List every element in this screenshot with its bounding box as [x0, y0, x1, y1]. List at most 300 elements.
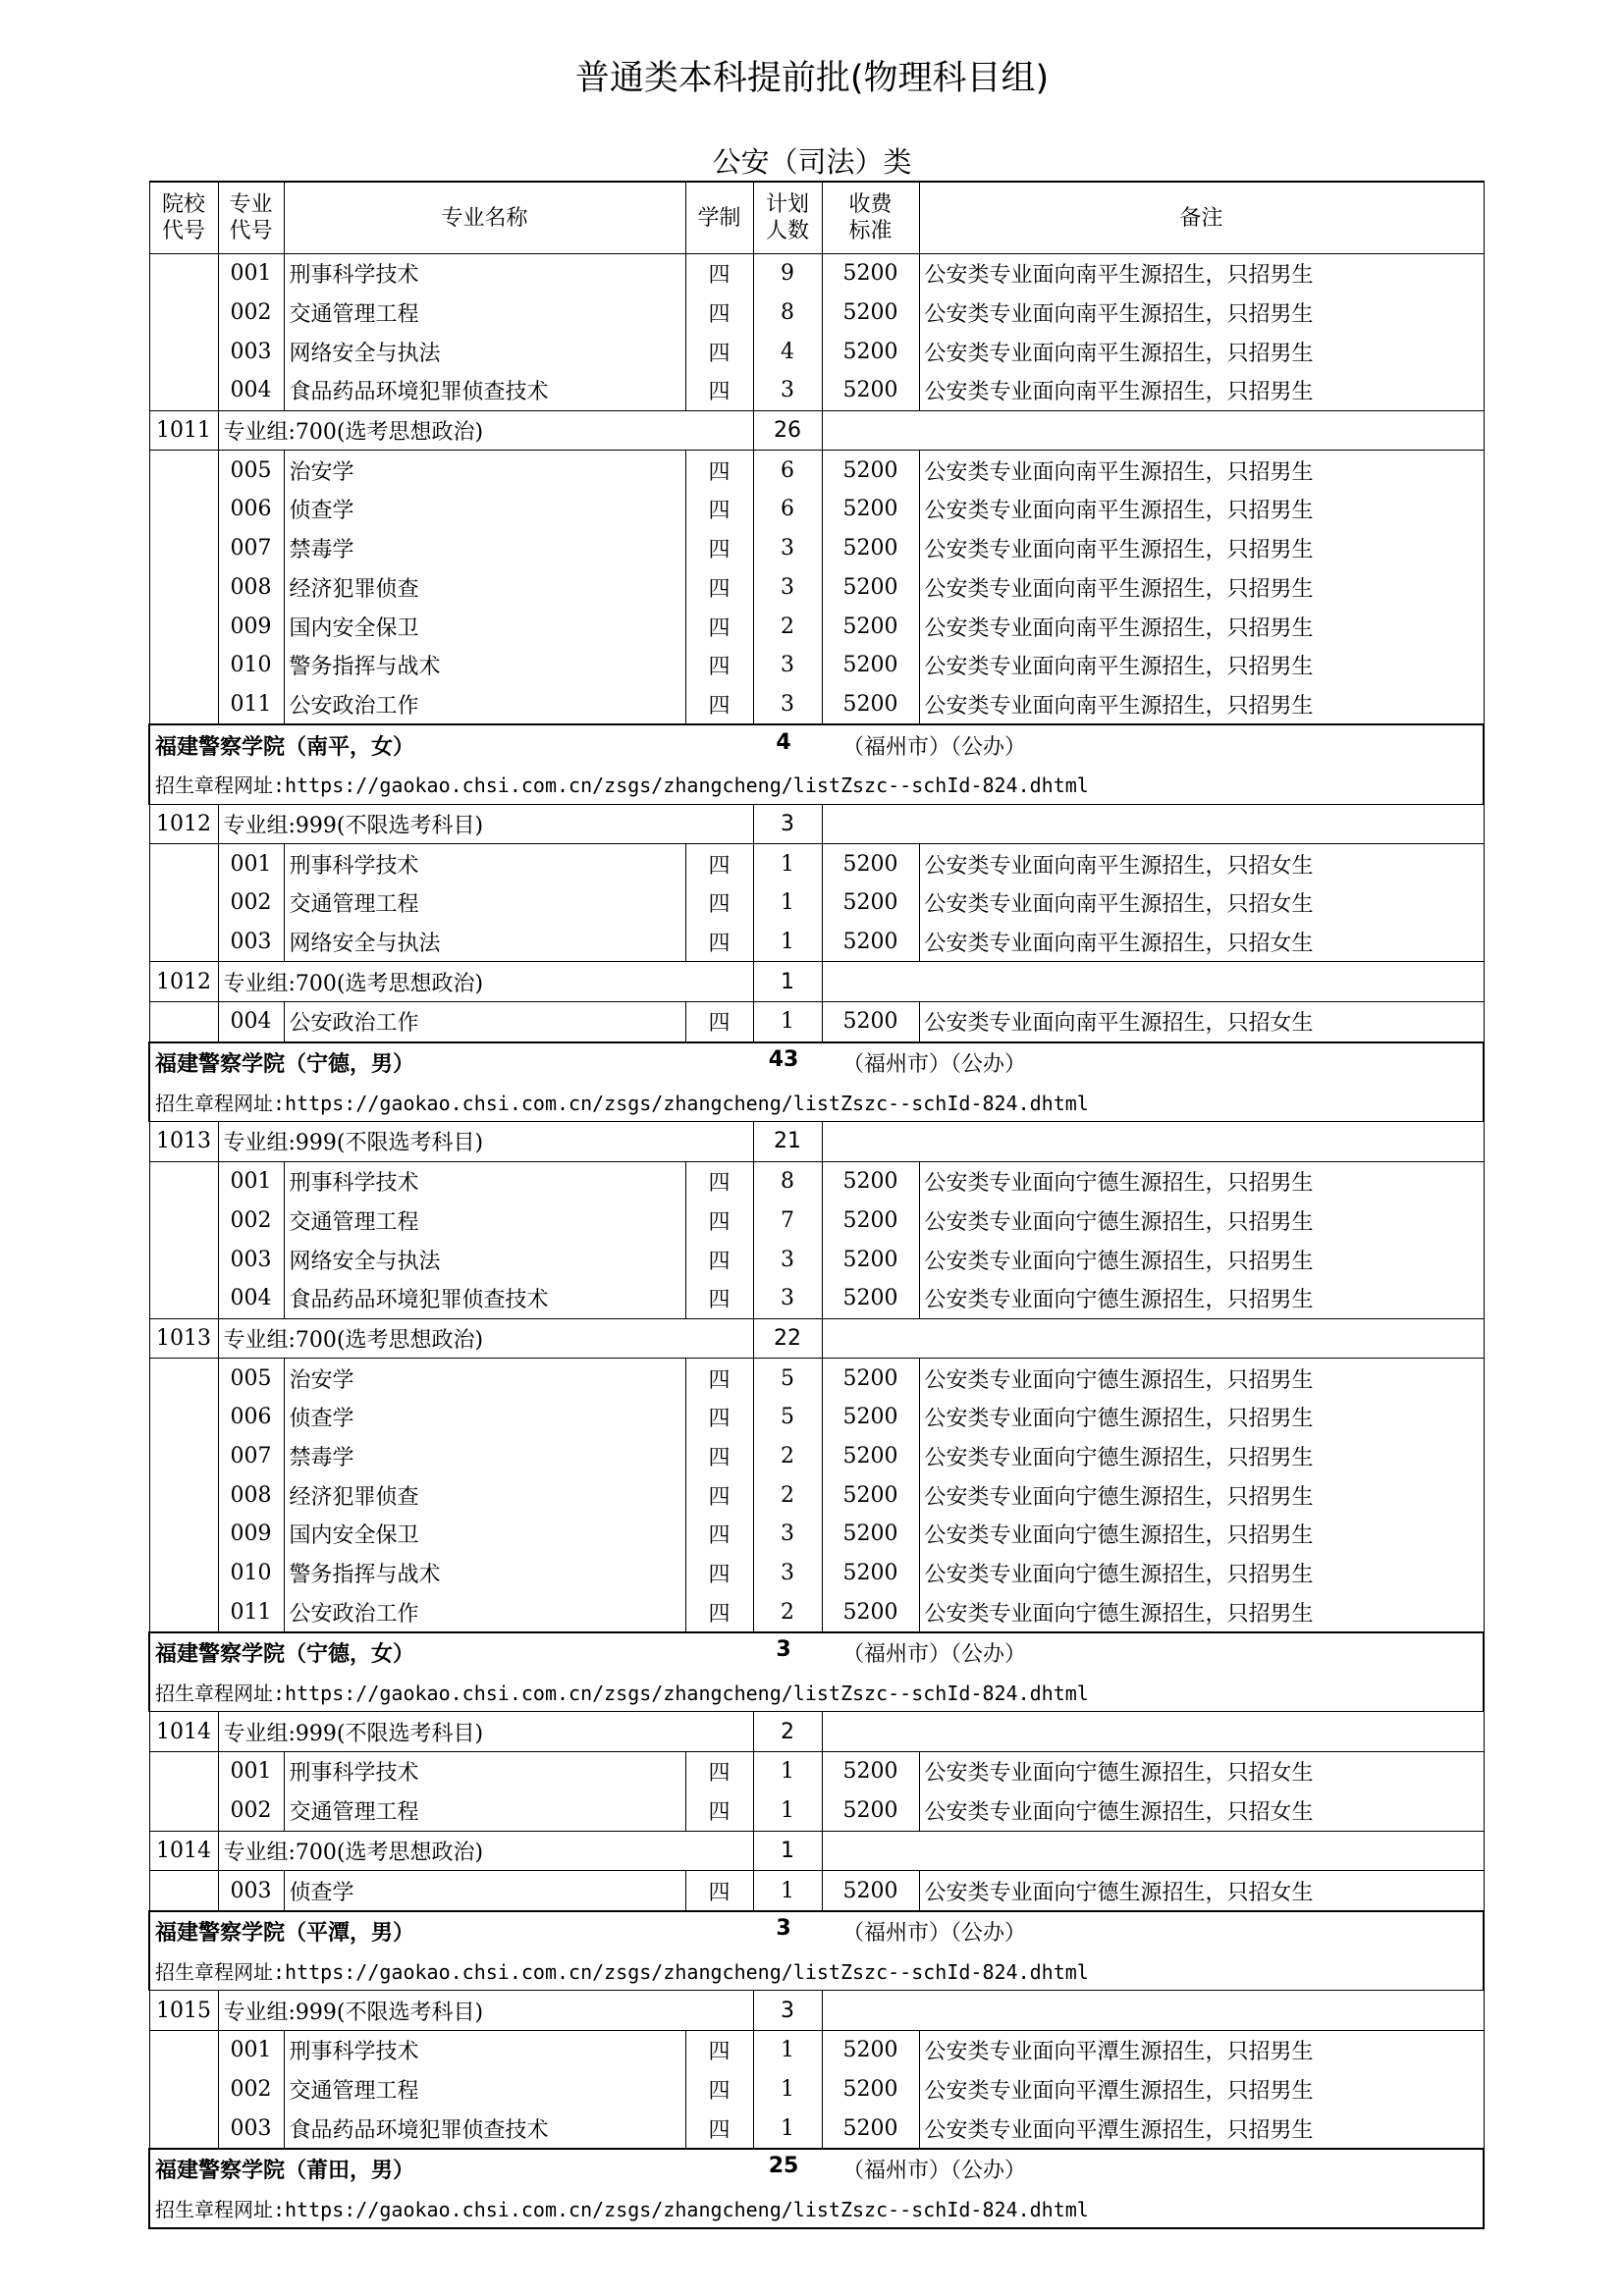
major-years: 四 [685, 685, 753, 725]
major-code: 007 [218, 529, 284, 568]
group-empty [822, 1991, 1484, 2031]
major-code: 008 [218, 1475, 284, 1515]
major-code: 001 [218, 254, 284, 294]
school-code-cell [149, 1752, 218, 1791]
major-name: 食品药品环境犯罪侦查技术 [284, 2109, 685, 2149]
major-remark: 公安类专业面向南平生源招生，只招女生 [919, 923, 1484, 962]
major-name: 治安学 [284, 1359, 685, 1398]
group-school-code: 1012 [149, 804, 218, 844]
group-name: 专业组:999(不限选考科目) [218, 1122, 753, 1162]
group-row [149, 804, 1484, 844]
table-row [149, 2109, 1484, 2149]
major-years: 四 [685, 607, 753, 646]
major-remark: 公安类专业面向南平生源招生，只招男生 [919, 451, 1484, 490]
major-years: 四 [685, 844, 753, 883]
major-years: 四 [685, 923, 753, 962]
major-fee: 5200 [822, 1240, 919, 1279]
major-name: 网络安全与执法 [284, 923, 685, 962]
school-code-cell [149, 451, 218, 490]
major-fee: 5200 [822, 2109, 919, 2149]
school-code-cell [149, 1592, 218, 1632]
major-remark: 公安类专业面向宁德生源招生，只招男生 [919, 1359, 1484, 1398]
school-name: 福建警察学院（莆田，男） [155, 2159, 415, 2184]
major-code: 003 [218, 1240, 284, 1279]
section-title: 公安（司法）类 [712, 145, 912, 179]
major-plan: 1 [753, 2070, 822, 2109]
major-code: 002 [218, 294, 284, 333]
major-name: 国内安全保卫 [284, 607, 685, 646]
major-name: 公安政治工作 [284, 1592, 685, 1632]
group-name: 专业组:700(选考思想政治) [218, 410, 753, 451]
table-row [149, 490, 1484, 529]
group-plan: 1 [753, 962, 822, 1002]
school-code-cell [149, 1398, 218, 1437]
major-years: 四 [685, 1002, 753, 1042]
school-info: （福州市）（公办） [842, 1052, 1027, 1078]
school-plan: 3 [776, 1637, 791, 1663]
school-code-cell [149, 2109, 218, 2149]
table-row [149, 1752, 1484, 1791]
major-fee: 5200 [822, 294, 919, 333]
major-name: 刑事科学技术 [284, 844, 685, 883]
school-info: （福州市）（公办） [842, 1642, 1027, 1668]
school-code-cell [149, 294, 218, 333]
table-header [149, 182, 1484, 254]
school-code-cell [149, 1002, 218, 1042]
table-row [149, 294, 1484, 333]
table-row [149, 607, 1484, 646]
major-name: 禁毒学 [284, 529, 685, 568]
major-fee: 5200 [822, 451, 919, 490]
charter-url-row [149, 1951, 1484, 1991]
group-name: 专业组:700(选考思想政治) [218, 1318, 753, 1359]
charter-url: 招生章程网址:https://gaokao.chsi.com.cn/zsgs/zhangcheng/listZszc--schId-824.dhtml [149, 1673, 1484, 1712]
major-remark: 公安类专业面向南平生源招生，只招男生 [919, 529, 1484, 568]
major-code: 008 [218, 568, 284, 608]
table-row [149, 1201, 1484, 1241]
major-name: 警务指挥与战术 [284, 646, 685, 685]
school-plan: 3 [776, 1916, 791, 1942]
major-years: 四 [685, 2070, 753, 2109]
school-row-cell [149, 1911, 1484, 1951]
school-name: 福建警察学院（宁德，男） [155, 1052, 415, 1078]
major-years: 四 [685, 254, 753, 294]
major-name: 交通管理工程 [284, 883, 685, 923]
school-code-cell [149, 332, 218, 371]
school-code-cell [149, 1359, 218, 1398]
major-name: 网络安全与执法 [284, 332, 685, 371]
school-code-cell [149, 568, 218, 608]
table-row [149, 1002, 1484, 1042]
major-fee: 5200 [822, 883, 919, 923]
school-code-cell [149, 1791, 218, 1831]
charter-url-row [149, 2189, 1484, 2229]
major-code: 010 [218, 1554, 284, 1593]
major-code: 003 [218, 1871, 284, 1911]
group-name: 专业组:999(不限选考科目) [218, 1991, 753, 2031]
major-fee: 5200 [822, 1002, 919, 1042]
major-remark: 公安类专业面向平潭生源招生，只招男生 [919, 2030, 1484, 2069]
group-empty [822, 804, 1484, 844]
major-code: 003 [218, 923, 284, 962]
major-plan: 3 [753, 1515, 822, 1554]
major-remark: 公安类专业面向南平生源招生，只招女生 [919, 1002, 1484, 1042]
major-fee: 5200 [822, 1752, 919, 1791]
major-plan: 1 [753, 2109, 822, 2149]
major-remark: 公安类专业面向南平生源招生，只招男生 [919, 568, 1484, 608]
major-years: 四 [685, 529, 753, 568]
group-school-code: 1014 [149, 1712, 218, 1752]
school-code-cell [149, 1201, 218, 1241]
school-row [149, 1042, 1484, 1083]
school-code-cell [149, 1240, 218, 1279]
school-code-cell [149, 371, 218, 410]
header-major-code: 专业 代号 [218, 182, 284, 254]
major-code: 003 [218, 2109, 284, 2149]
major-name: 侦查学 [284, 1871, 685, 1911]
major-plan: 1 [753, 1002, 822, 1042]
school-row-cell [149, 1042, 1484, 1083]
school-row [149, 2149, 1484, 2189]
major-years: 四 [685, 1515, 753, 1554]
major-name: 警务指挥与战术 [284, 1554, 685, 1593]
major-fee: 5200 [822, 607, 919, 646]
major-fee: 5200 [822, 2070, 919, 2109]
school-code-cell [149, 1475, 218, 1515]
group-row [149, 1712, 1484, 1752]
major-years: 四 [685, 1437, 753, 1476]
major-years: 四 [685, 294, 753, 333]
major-name: 经济犯罪侦查 [284, 1475, 685, 1515]
table-row [149, 2030, 1484, 2069]
table-row [149, 844, 1484, 883]
major-years: 四 [685, 1398, 753, 1437]
major-remark: 公安类专业面向南平生源招生，只招女生 [919, 883, 1484, 923]
major-fee: 5200 [822, 1161, 919, 1201]
school-code-cell [149, 685, 218, 725]
group-plan: 2 [753, 1712, 822, 1752]
major-name: 侦查学 [284, 1398, 685, 1437]
major-plan: 3 [753, 646, 822, 685]
admission-plan-table [148, 181, 1485, 2229]
major-plan: 7 [753, 1201, 822, 1241]
major-code: 007 [218, 1437, 284, 1476]
major-remark: 公安类专业面向南平生源招生，只招男生 [919, 294, 1484, 333]
major-name: 食品药品环境犯罪侦查技术 [284, 371, 685, 410]
major-years: 四 [685, 1279, 753, 1318]
major-fee: 5200 [822, 332, 919, 371]
major-remark: 公安类专业面向南平生源招生，只招男生 [919, 332, 1484, 371]
school-row [149, 1911, 1484, 1951]
major-years: 四 [685, 1359, 753, 1398]
table-row [149, 685, 1484, 725]
table-row [149, 1475, 1484, 1515]
group-name: 专业组:700(选考思想政治) [218, 962, 753, 1002]
school-code-cell [149, 1437, 218, 1476]
major-plan: 1 [753, 844, 822, 883]
major-plan: 6 [753, 451, 822, 490]
major-remark: 公安类专业面向宁德生源招生，只招男生 [919, 1240, 1484, 1279]
major-fee: 5200 [822, 490, 919, 529]
major-fee: 5200 [822, 1398, 919, 1437]
major-plan: 3 [753, 568, 822, 608]
major-code: 006 [218, 490, 284, 529]
group-row [149, 1991, 1484, 2031]
major-code: 005 [218, 1359, 284, 1398]
table-row [149, 1398, 1484, 1437]
major-fee: 5200 [822, 646, 919, 685]
major-name: 交通管理工程 [284, 1201, 685, 1241]
school-name: 福建警察学院（南平，女） [155, 734, 415, 760]
group-row [149, 1318, 1484, 1359]
major-fee: 5200 [822, 1592, 919, 1632]
major-fee: 5200 [822, 371, 919, 410]
major-plan: 1 [753, 923, 822, 962]
major-name: 禁毒学 [284, 1437, 685, 1476]
major-fee: 5200 [822, 1791, 919, 1831]
school-plan: 25 [768, 2154, 799, 2179]
major-code: 001 [218, 1161, 284, 1201]
major-remark: 公安类专业面向宁德生源招生，只招男生 [919, 1161, 1484, 1201]
group-school-code: 1013 [149, 1318, 218, 1359]
major-name: 刑事科学技术 [284, 1161, 685, 1201]
school-name: 福建警察学院（平潭，男） [155, 1921, 415, 1947]
group-empty [822, 1712, 1484, 1752]
major-remark: 公安类专业面向南平生源招生，只招男生 [919, 490, 1484, 529]
major-fee: 5200 [822, 923, 919, 962]
major-plan: 1 [753, 2030, 822, 2069]
major-years: 四 [685, 1201, 753, 1241]
major-plan: 3 [753, 1240, 822, 1279]
table-row [149, 332, 1484, 371]
table-row [149, 883, 1484, 923]
group-name: 专业组:999(不限选考科目) [218, 1712, 753, 1752]
table-row [149, 1359, 1484, 1398]
major-fee: 5200 [822, 1515, 919, 1554]
major-fee: 5200 [822, 1279, 919, 1318]
major-plan: 3 [753, 371, 822, 410]
header-major-name: 专业名称 [284, 182, 685, 254]
school-row [149, 724, 1484, 765]
major-years: 四 [685, 1871, 753, 1911]
major-years: 四 [685, 1161, 753, 1201]
major-name: 交通管理工程 [284, 2070, 685, 2109]
group-school-code: 1013 [149, 1122, 218, 1162]
major-plan: 2 [753, 1437, 822, 1476]
major-plan: 6 [753, 490, 822, 529]
major-plan: 1 [753, 1871, 822, 1911]
group-empty [822, 1318, 1484, 1359]
group-row [149, 962, 1484, 1002]
major-code: 010 [218, 646, 284, 685]
group-plan: 1 [753, 1831, 822, 1871]
table-row [149, 529, 1484, 568]
school-info: （福州市）（公办） [842, 734, 1027, 760]
major-name: 网络安全与执法 [284, 1240, 685, 1279]
major-name: 公安政治工作 [284, 1002, 685, 1042]
school-plan: 4 [776, 729, 791, 755]
charter-url: 招生章程网址:https://gaokao.chsi.com.cn/zsgs/zhangcheng/listZszc--schId-824.dhtml [149, 765, 1484, 804]
major-fee: 5200 [822, 254, 919, 294]
major-fee: 5200 [822, 529, 919, 568]
major-remark: 公安类专业面向南平生源招生，只招男生 [919, 646, 1484, 685]
major-name: 刑事科学技术 [284, 2030, 685, 2069]
major-name: 刑事科学技术 [284, 254, 685, 294]
table-row [149, 254, 1484, 294]
table-row [149, 1437, 1484, 1476]
major-code: 002 [218, 1791, 284, 1831]
header-remarks: 备注 [919, 182, 1484, 254]
header-years: 学制 [685, 182, 753, 254]
major-name: 食品药品环境犯罪侦查技术 [284, 1279, 685, 1318]
major-years: 四 [685, 2109, 753, 2149]
school-name: 福建警察学院（宁德，女） [155, 1642, 415, 1668]
school-code-cell [149, 607, 218, 646]
major-name: 侦查学 [284, 490, 685, 529]
major-code: 011 [218, 1592, 284, 1632]
major-years: 四 [685, 646, 753, 685]
school-row-cell [149, 2149, 1484, 2189]
major-plan: 3 [753, 1554, 822, 1593]
major-fee: 5200 [822, 844, 919, 883]
header-plan: 计划 人数 [753, 182, 822, 254]
school-code-cell [149, 1554, 218, 1593]
charter-url-row [149, 1673, 1484, 1712]
major-code: 002 [218, 883, 284, 923]
table-row [149, 1871, 1484, 1911]
major-code: 009 [218, 607, 284, 646]
major-code: 001 [218, 1752, 284, 1791]
major-remark: 公安类专业面向平潭生源招生，只招男生 [919, 2109, 1484, 2149]
major-years: 四 [685, 371, 753, 410]
school-code-cell [149, 646, 218, 685]
major-plan: 8 [753, 294, 822, 333]
table-row [149, 1515, 1484, 1554]
group-row [149, 410, 1484, 451]
group-school-code: 1012 [149, 962, 218, 1002]
table-row [149, 1592, 1484, 1632]
major-name: 治安学 [284, 451, 685, 490]
major-years: 四 [685, 2030, 753, 2069]
school-code-cell [149, 254, 218, 294]
major-name: 交通管理工程 [284, 1791, 685, 1831]
table-row [149, 1554, 1484, 1593]
major-code: 006 [218, 1398, 284, 1437]
major-plan: 1 [753, 1791, 822, 1831]
major-plan: 8 [753, 1161, 822, 1201]
group-empty [822, 410, 1484, 451]
major-plan: 3 [753, 1279, 822, 1318]
major-remark: 公安类专业面向南平生源招生，只招男生 [919, 254, 1484, 294]
major-remark: 公安类专业面向平潭生源招生，只招男生 [919, 2070, 1484, 2109]
group-plan: 3 [753, 804, 822, 844]
group-plan: 3 [753, 1991, 822, 2031]
school-code-cell [149, 1161, 218, 1201]
school-code-cell [149, 2030, 218, 2069]
major-remark: 公安类专业面向宁德生源招生，只招女生 [919, 1871, 1484, 1911]
charter-url-row [149, 765, 1484, 804]
major-remark: 公安类专业面向南平生源招生，只招男生 [919, 685, 1484, 725]
school-row-cell [149, 724, 1484, 765]
group-plan: 21 [753, 1122, 822, 1162]
major-name: 国内安全保卫 [284, 1515, 685, 1554]
major-remark: 公安类专业面向宁德生源招生，只招男生 [919, 1398, 1484, 1437]
school-info: （福州市）（公办） [842, 1921, 1027, 1947]
major-fee: 5200 [822, 568, 919, 608]
major-years: 四 [685, 1475, 753, 1515]
major-name: 交通管理工程 [284, 294, 685, 333]
major-fee: 5200 [822, 685, 919, 725]
school-code-cell [149, 1871, 218, 1911]
charter-url: 招生章程网址:https://gaokao.chsi.com.cn/zsgs/zhangcheng/listZszc--schId-824.dhtml [149, 1951, 1484, 1991]
major-plan: 9 [753, 254, 822, 294]
group-row [149, 1831, 1484, 1871]
major-code: 011 [218, 685, 284, 725]
major-years: 四 [685, 451, 753, 490]
major-years: 四 [685, 1752, 753, 1791]
page-title: 普通类本科提前批(物理科目组) [574, 59, 1050, 98]
major-plan: 2 [753, 607, 822, 646]
header-school-code: 院校 代号 [149, 182, 218, 254]
group-name: 专业组:999(不限选考科目) [218, 804, 753, 844]
major-years: 四 [685, 1240, 753, 1279]
major-fee: 5200 [822, 2030, 919, 2069]
major-code: 003 [218, 332, 284, 371]
major-remark: 公安类专业面向宁德生源招生，只招男生 [919, 1554, 1484, 1593]
major-code: 005 [218, 451, 284, 490]
major-name: 经济犯罪侦查 [284, 568, 685, 608]
group-row [149, 1122, 1484, 1162]
major-plan: 1 [753, 883, 822, 923]
school-code-cell [149, 2070, 218, 2109]
major-plan: 3 [753, 529, 822, 568]
major-years: 四 [685, 1791, 753, 1831]
major-years: 四 [685, 1554, 753, 1593]
table-row [149, 1791, 1484, 1831]
group-school-code: 1011 [149, 410, 218, 451]
school-plan: 43 [768, 1047, 799, 1073]
major-remark: 公安类专业面向南平生源招生，只招男生 [919, 607, 1484, 646]
school-code-cell [149, 1279, 218, 1318]
major-remark: 公安类专业面向宁德生源招生，只招男生 [919, 1515, 1484, 1554]
major-remark: 公安类专业面向宁德生源招生，只招女生 [919, 1752, 1484, 1791]
table-row [149, 2070, 1484, 2109]
major-remark: 公安类专业面向宁德生源招生，只招男生 [919, 1437, 1484, 1476]
major-years: 四 [685, 490, 753, 529]
major-years: 四 [685, 883, 753, 923]
header-fee: 收费 标准 [822, 182, 919, 254]
major-fee: 5200 [822, 1554, 919, 1593]
table-row [149, 923, 1484, 962]
major-years: 四 [685, 1592, 753, 1632]
major-remark: 公安类专业面向宁德生源招生，只招女生 [919, 1791, 1484, 1831]
table-row [149, 1161, 1484, 1201]
major-fee: 5200 [822, 1871, 919, 1911]
major-plan: 5 [753, 1398, 822, 1437]
major-plan: 4 [753, 332, 822, 371]
charter-url: 招生章程网址:https://gaokao.chsi.com.cn/zsgs/zhangcheng/listZszc--schId-824.dhtml [149, 2189, 1484, 2229]
major-plan: 2 [753, 1475, 822, 1515]
group-plan: 22 [753, 1318, 822, 1359]
group-school-code: 1015 [149, 1991, 218, 2031]
school-code-cell [149, 1515, 218, 1554]
table-row [149, 568, 1484, 608]
school-code-cell [149, 923, 218, 962]
major-plan: 2 [753, 1592, 822, 1632]
major-code: 002 [218, 1201, 284, 1241]
major-remark: 公安类专业面向宁德生源招生，只招男生 [919, 1201, 1484, 1241]
major-code: 002 [218, 2070, 284, 2109]
